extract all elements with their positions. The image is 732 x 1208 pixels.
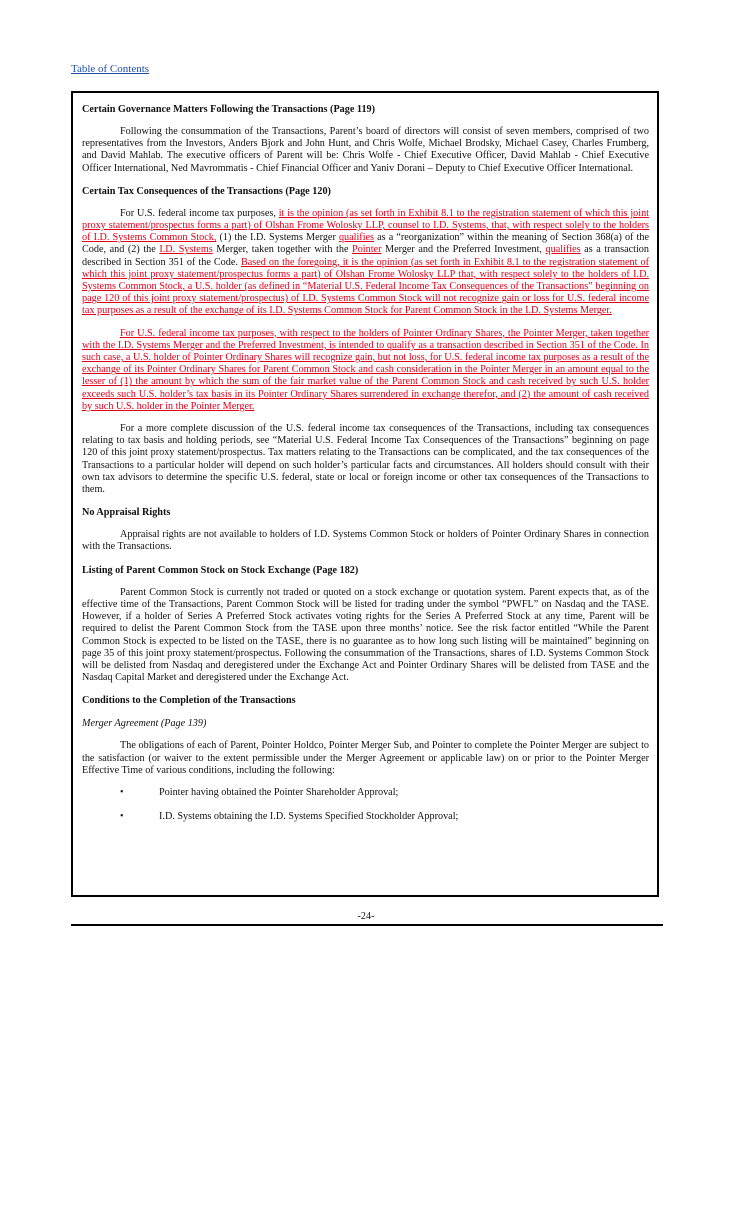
revised-text: it is the opinion (as set forth in Exhibit 8.1 to the registration statement of which this joint proxy statement/prospectus forms a part) of Olshan Frome Wolosky LLP, counsel to I.D. Systems, that, with respect solely to the holders of I.D. Systems Common Stock, [82, 207, 649, 244]
page-divider [71, 924, 663, 926]
revised-text: qualifies [545, 244, 581, 256]
merger-agreement-subheading: Merger Agreement (Page 139) [82, 718, 207, 730]
conditions-list [82, 787, 649, 823]
summary-box [71, 91, 659, 897]
revised-text: I.D. Systems [159, 244, 213, 256]
revised-text: Pointer [352, 244, 382, 256]
tax-paragraph-3: For a more complete discussion of the U.S. federal income tax consequences of the Transactions, including tax consequences relating to tax basis and holding periods, see “Material U.S. Federal Income Tax Consequences of the Transactions” beginning on page 120 of this joint proxy statement/prospectus. Tax matters relating to the Transactions can be complicated, and the tax consequences of the Transactions to a particular holder will depend on such holder’s particular facts and circumstances. All holders should consult with their own tax advisors to determine the specific U.S. federal, state or local or foreign income or other tax consequences of the Transactions to them. [82, 423, 649, 496]
governance-heading: Certain Governance Matters Following the Transactions (Page 119) [82, 104, 376, 115]
appraisal-heading: No Appraisal Rights [82, 507, 171, 519]
bullet-icon: • [120, 811, 124, 823]
listing-paragraph: Parent Common Stock is currently not traded or quoted on a stock exchange or quotation system. Parent expects that, as of the effective time of the Transactions, Parent Common Stock will be listed for trading under the symbol “PWFL” on Nasdaq and the TASE. However, if a holder of Series A Preferred Stock activates voting rights for the Series A Preferred Stock at any time, Parent will be required to delist the Parent Common Stock from the TASE upon three months’ notice. See the risk factor entitled “While the Parent Common Stock is expected to be listed on the TASE, there is no guarantee as to how long such listing will be maintained” beginning on page 35 of this joint proxy statement/prospectus. Following the consummation of the Transactions, shares of I.D. Systems Common Stock will be delisted from Nasdaq and deregistered under the Exchange Act and Pointer Ordinary Shares will be delisted from TASE and the Nasdaq Capital Market and deregistered under the Exchange Act. [82, 586, 649, 684]
text-run: Merger, taken together with the [212, 244, 353, 256]
text-run: For U.S. federal income tax purposes, [120, 207, 279, 219]
text-run: as a transaction described in Section 351 of the Code. [82, 244, 649, 268]
list-item-text: I.D. Systems obtaining the I.D. Systems Specified Stockholder Approval; [159, 811, 459, 823]
page-number: -24- [357, 911, 375, 922]
list-item [82, 811, 649, 823]
list-item [82, 787, 649, 799]
listing-heading: Listing of Parent Common Stock on Stock Exchange (Page 182) [82, 564, 359, 576]
tax-paragraph-2 [82, 328, 649, 413]
conditions-paragraph: The obligations of each of Parent, Pointer Holdco, Pointer Merger Sub, and Pointer to complete the Pointer Merger are subject to the satisfaction (or waiver to the extent permissible under the Merger Agreement or applicable law) on or prior to the Pointer Merger Effective Time of various conditions, including the following: [82, 740, 649, 776]
tax-paragraph-1 [82, 208, 649, 318]
text-run: (1) the I.D. Systems Merger [216, 232, 339, 244]
appraisal-paragraph: Appraisal rights are not available to holders of I.D. Systems Common Stock or holders of Pointer Ordinary Shares in connection with the Transactions. [82, 529, 649, 553]
bullet-icon: • [120, 786, 124, 798]
text-run: Merger and the Preferred Investment, [381, 244, 546, 256]
revised-text: For U.S. federal income tax purposes, with respect to the holders of Pointer Ordinary Shares, the Pointer Merger, taken together with the I.D. Systems Merger and the Preferred Investment, is intended to qualify as a transaction described in Section 351 of the Code. In such case, a U.S. holder of Pointer Ordinary Shares will recognize gain, but not loss, for U.S. federal income tax purposes as a result of the exchange of its Pointer Ordinary Shares for Parent Common Stock and cash consideration in the Pointer Merger in an amount equal to the lesser of (1) the amount by which the sum of the fair market value of the Parent Common Stock and cash received by such U.S. holder exceeds such U.S. holder’s tax basis in its Pointer Ordinary Shares surrendered in exchange therefor, and (2) the amount of cash received by such U.S. holder in the Pointer Merger. [82, 327, 649, 412]
text-run: as a “reorganization” within the meaning of Section 368(a) of the Code, and (2) the [82, 232, 649, 256]
revised-text: Based on the foregoing, it is the opinion (as set forth in Exhibit 8.1 to the registration statement of which this joint proxy statement/prospectus forms a part) of Olshan Frome Wolosky LLP that, with respect solely to the holders of I.D. Systems Common Stock, a U.S. holder (as defined in “Material U.S. Federal Income Tax Consequences of the Transactions” beginning on page 120 of this joint proxy statement/prospectus) of I.D. Systems Common Stock will not recognize gain or loss for U.S. federal income tax purposes as a result of the exchange of its I.D. Systems Common Stock for Parent Common Stock in the I.D. Systems Merger. [82, 256, 649, 317]
table-of-contents-link[interactable]: Table of Contents [71, 63, 150, 75]
list-item-text: Pointer having obtained the Pointer Shareholder Approval; [159, 786, 399, 798]
tax-heading: Certain Tax Consequences of the Transactions (Page 120) [82, 185, 331, 197]
governance-paragraph: Following the consummation of the Transactions, Parent’s board of directors will consist of seven members, comprised of two representatives from the Investors, Anders Bjork and John Hunt, and Chris Wolfe, Michael Brodsky, Michael Casey, Charles Frumberg, and David Mahlab. The executive officers of Parent will be: Chris Wolfe - Chief Executive Officer, David Mahlab - Chief Executive Officer International, Ned Mavrommatis - Chief Financial Officer and Yaniv Dorani – Deputy to Chief Executive Officer International. [82, 126, 649, 174]
conditions-heading: Conditions to the Completion of the Transactions [82, 695, 296, 707]
revised-text: qualifies [338, 232, 375, 244]
